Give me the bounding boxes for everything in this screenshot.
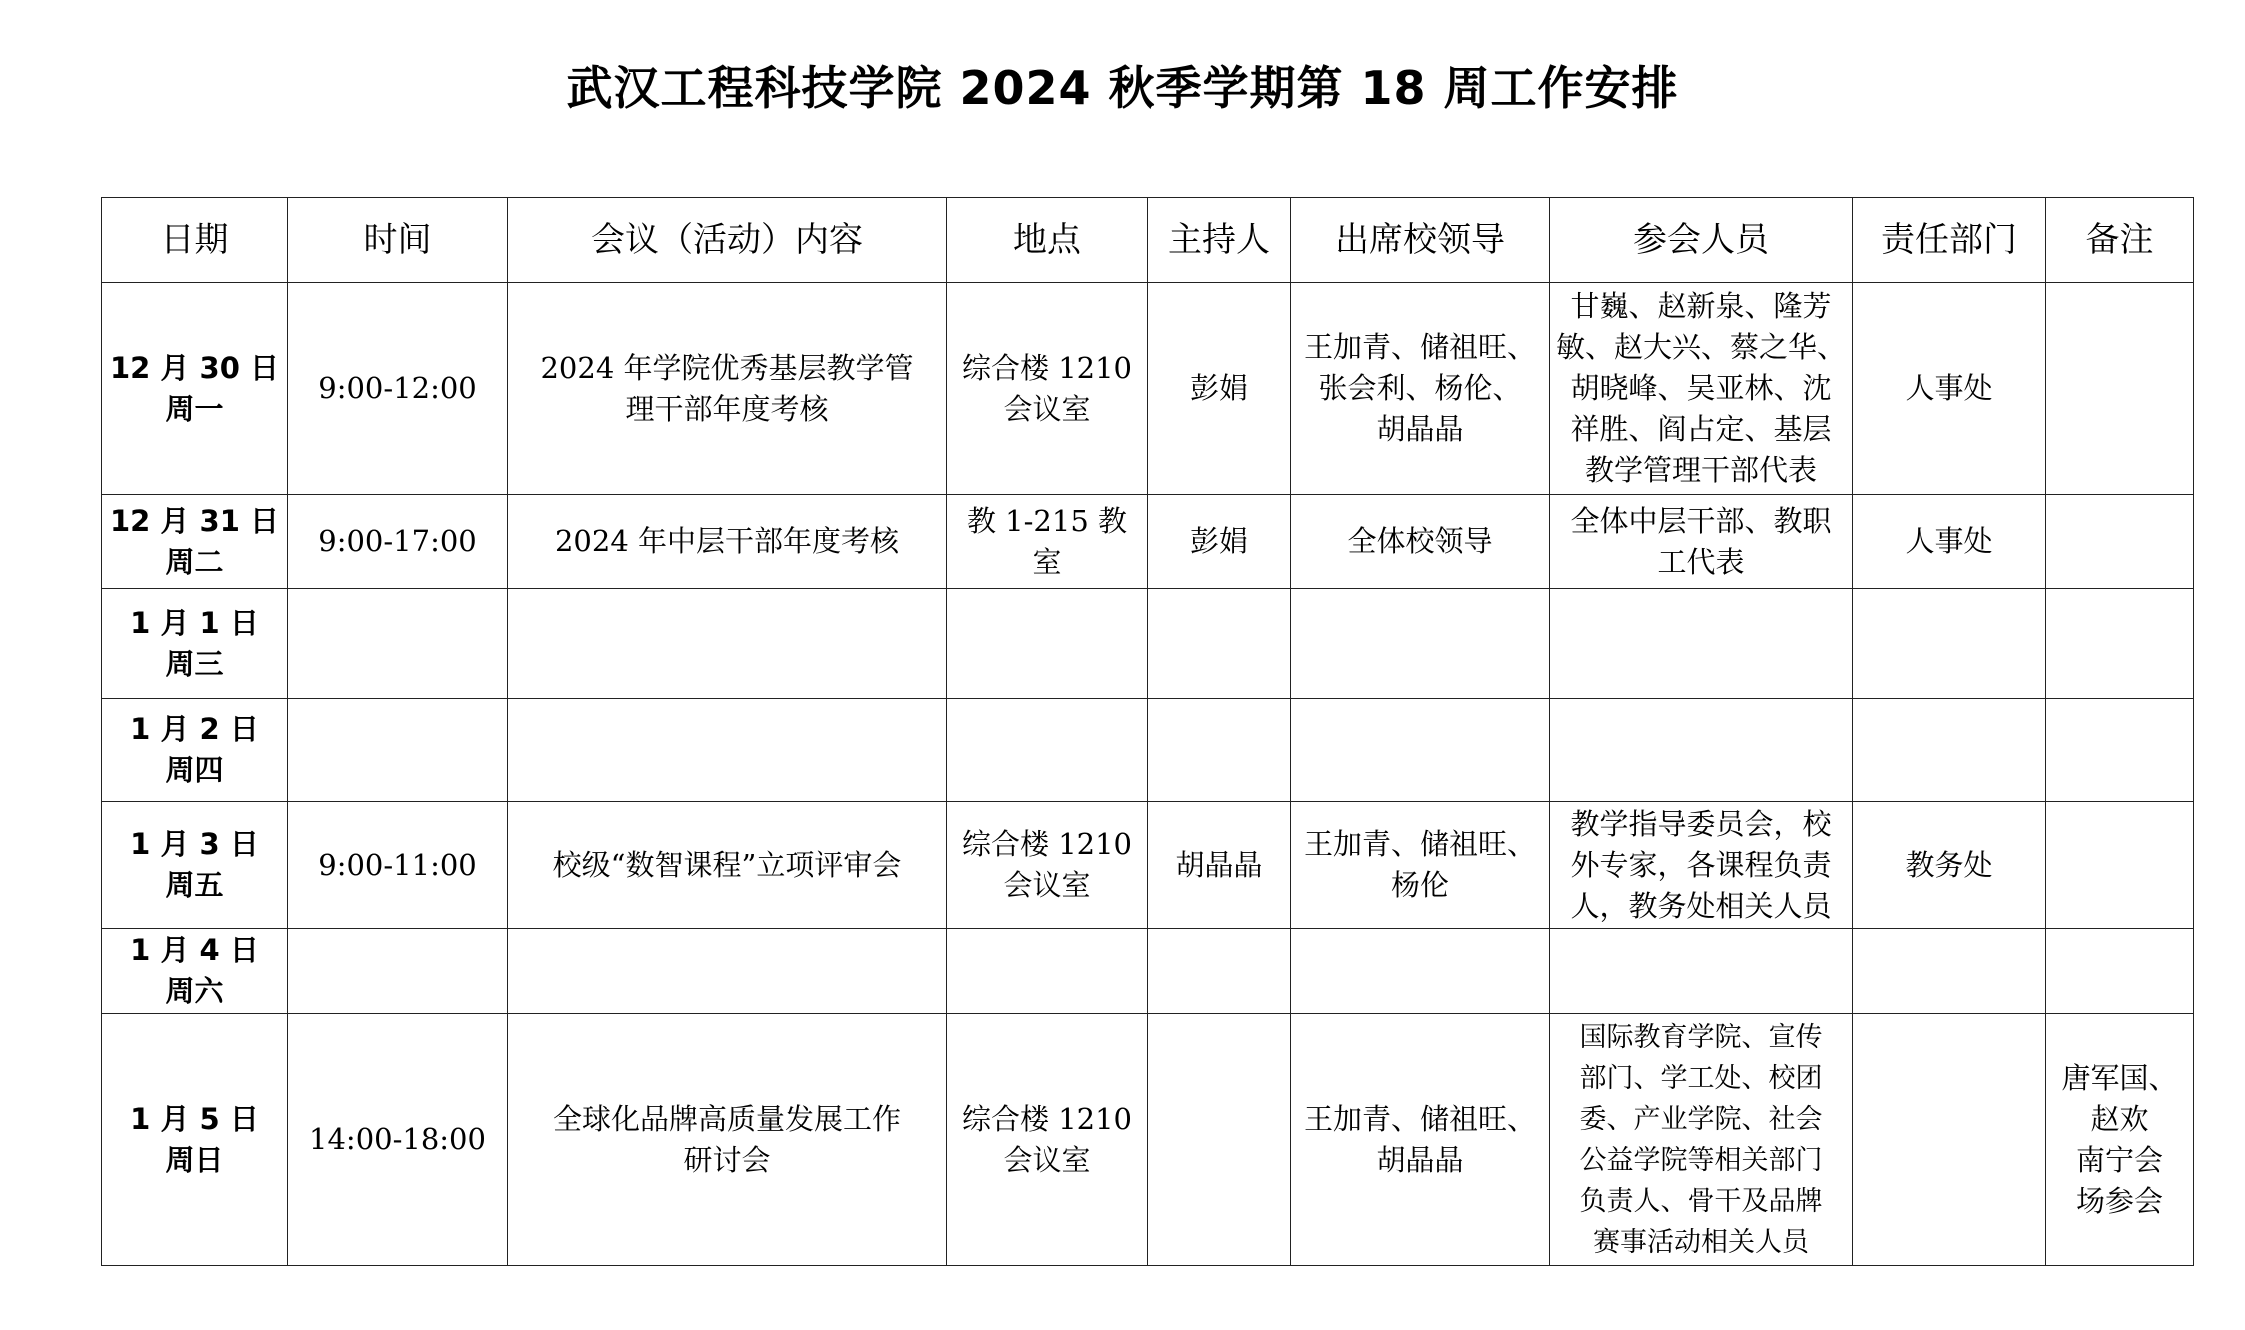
header-content: 会议（活动）内容 (508, 198, 947, 283)
attendees-line: 公益学院等相关部门 (1579, 1144, 1823, 1176)
note-cell (2046, 802, 2194, 929)
time-cell (288, 699, 508, 802)
note-cell (2046, 1014, 2194, 1266)
leaders-cell (1291, 283, 1550, 495)
attendees-line: 外专家，各课程负责 (1570, 847, 1832, 882)
attendees-cell (1550, 495, 1853, 589)
leaders-line: 王加青、储祖旺、 (1303, 1101, 1536, 1136)
header-dept: 责任部门 (1853, 198, 2046, 283)
page-title: 武汉工程科技学院 2024 秋季学期第 18 周工作安排 (566, 61, 1679, 115)
date-text: 1 月 2 日 (130, 712, 259, 746)
content-cell (508, 283, 947, 495)
table-row (102, 802, 2194, 929)
host-cell (1148, 699, 1291, 802)
date-text: 1 月 4 日 (130, 933, 259, 967)
host-cell: 胡晶晶 (1148, 802, 1291, 929)
header-note: 备注 (2046, 198, 2194, 283)
weekday-text: 周六 (165, 974, 224, 1008)
leaders-cell (1291, 589, 1550, 699)
location-cell (947, 929, 1148, 1014)
location-line: 教 1-215 教 (966, 503, 1128, 538)
weekday-text: 周日 (165, 1142, 224, 1177)
note-cell (2046, 283, 2194, 495)
location-cell (947, 589, 1148, 699)
header-attendees: 参会人员 (1550, 198, 1853, 283)
location-line: 会议室 (1003, 391, 1091, 426)
content-cell (508, 802, 947, 929)
schedule-table (101, 197, 2194, 1266)
date-cell (102, 929, 288, 1014)
attendees-line: 人，教务处相关人员 (1570, 888, 1832, 923)
weekday-text: 周三 (165, 646, 224, 681)
header-date: 日期 (102, 198, 288, 283)
location-line: 会议室 (1003, 868, 1091, 902)
time-cell: 14:00-18:00 (288, 1014, 508, 1266)
dept-cell (1853, 929, 2046, 1014)
content-line: 2024 年学院优秀基层教学管 (540, 350, 914, 385)
date-text: 12 月 30 日 (109, 350, 279, 385)
attendees-line: 祥胜、阎占定、基层 (1570, 412, 1832, 446)
content-line: 2024 年中层干部年度考核 (554, 524, 900, 558)
leaders-line: 胡晶晶 (1376, 412, 1464, 446)
table-row (102, 929, 2194, 1014)
attendees-line: 教学管理干部代表 (1584, 453, 1817, 487)
location-line: 综合楼 1210 (961, 827, 1133, 861)
content-cell (508, 929, 947, 1014)
content-line: 全球化品牌高质量发展工作 (552, 1101, 901, 1136)
date-cell (102, 589, 288, 699)
date-cell (102, 283, 288, 495)
content-line: 校级“数智课程”立项评审会 (552, 847, 902, 882)
time-cell: 9:00-17:00 (288, 495, 508, 589)
date-text: 12 月 31 日 (109, 503, 279, 538)
leaders-cell (1291, 699, 1550, 802)
leaders-line: 胡晶晶 (1376, 1142, 1464, 1177)
table-row (102, 495, 2194, 589)
date-cell (102, 495, 288, 589)
header-leaders: 出席校领导 (1291, 198, 1550, 283)
host-cell: 彭娟 (1148, 283, 1291, 495)
leaders-cell (1291, 802, 1550, 929)
content-line: 研讨会 (683, 1142, 771, 1177)
location-line: 综合楼 1210 (961, 350, 1133, 385)
header-time: 时间 (288, 198, 508, 283)
table-row (102, 283, 2194, 495)
date-cell (102, 1014, 288, 1266)
content-line: 理干部年度考核 (625, 391, 829, 426)
date-text: 1 月 1 日 (130, 605, 259, 640)
location-line: 综合楼 1210 (961, 1101, 1133, 1136)
host-cell (1148, 589, 1291, 699)
date-text: 1 月 5 日 (130, 1101, 259, 1136)
attendees-line: 甘巍、赵新泉、隆芳 (1570, 289, 1832, 323)
attendees-line: 胡晓峰、吴亚林、沈 (1570, 371, 1832, 405)
attendees-cell (1550, 802, 1853, 929)
dept-cell: 人事处 (1853, 495, 2046, 589)
note-cell (2046, 589, 2194, 699)
content-cell (508, 495, 947, 589)
header-host: 主持人 (1148, 198, 1291, 283)
time-cell: 9:00-11:00 (288, 802, 508, 929)
content-cell (508, 699, 947, 802)
leaders-line: 全体校领导 (1347, 524, 1493, 558)
attendees-cell (1550, 929, 1853, 1014)
header-row (102, 198, 2194, 283)
location-cell (947, 495, 1148, 589)
date-cell (102, 699, 288, 802)
attendees-line: 教学指导委员会，校 (1570, 806, 1832, 841)
attendees-line: 委、产业学院、社会 (1579, 1103, 1823, 1135)
dept-cell: 教务处 (1853, 802, 2046, 929)
attendees-line: 工代表 (1657, 544, 1745, 579)
weekday-text: 周一 (165, 391, 224, 426)
dept-cell (1853, 699, 2046, 802)
note-cell (2046, 699, 2194, 802)
note-cell (2046, 495, 2194, 589)
leaders-cell (1291, 495, 1550, 589)
note-line: 唐军国、 (2061, 1060, 2178, 1095)
leaders-line: 杨伦 (1390, 868, 1449, 902)
dept-cell (1853, 1014, 2046, 1266)
location-line: 室 (1032, 544, 1062, 579)
time-cell: 9:00-12:00 (288, 283, 508, 495)
date-text: 1 月 3 日 (130, 827, 259, 861)
header-location: 地点 (947, 198, 1148, 283)
attendees-line: 部门、学工处、校团 (1579, 1062, 1823, 1094)
note-cell (2046, 929, 2194, 1014)
attendees-line: 全体中层干部、教职 (1570, 503, 1832, 538)
table-row (102, 589, 2194, 699)
note-line: 赵欢 (2090, 1101, 2149, 1136)
dept-cell: 人事处 (1853, 283, 2046, 495)
location-cell (947, 802, 1148, 929)
note-line: 南宁会 (2075, 1142, 2163, 1177)
content-cell (508, 1014, 947, 1266)
leaders-line: 王加青、储祖旺、 (1303, 827, 1536, 861)
host-cell: 彭娟 (1148, 495, 1291, 589)
attendees-line: 赛事活动相关人员 (1593, 1226, 1809, 1258)
location-line: 会议室 (1003, 1142, 1091, 1177)
attendees-cell (1550, 283, 1853, 495)
attendees-line: 国际教育学院、宣传 (1579, 1021, 1823, 1053)
host-cell (1148, 929, 1291, 1014)
host-cell (1148, 1014, 1291, 1266)
leaders-cell (1291, 1014, 1550, 1266)
attendees-cell (1550, 1014, 1853, 1266)
weekday-text: 周二 (165, 544, 224, 579)
table-row (102, 1014, 2194, 1266)
attendees-line: 负责人、骨干及品牌 (1579, 1185, 1823, 1217)
leaders-line: 王加青、储祖旺、 (1303, 330, 1536, 364)
attendees-cell (1550, 699, 1853, 802)
time-cell (288, 929, 508, 1014)
weekday-text: 周四 (165, 753, 224, 787)
time-cell (288, 589, 508, 699)
content-cell (508, 589, 947, 699)
leaders-line: 张会利、杨伦、 (1318, 371, 1522, 405)
leaders-cell (1291, 929, 1550, 1014)
attendees-cell (1550, 589, 1853, 699)
attendees-line: 敏、赵大兴、蔡之华、 (1556, 330, 1847, 364)
note-line: 场参会 (2075, 1183, 2163, 1218)
location-cell (947, 1014, 1148, 1266)
weekday-text: 周五 (165, 868, 224, 902)
dept-cell (1853, 589, 2046, 699)
location-cell (947, 699, 1148, 802)
date-cell (102, 802, 288, 929)
table-row (102, 699, 2194, 802)
location-cell (947, 283, 1148, 495)
